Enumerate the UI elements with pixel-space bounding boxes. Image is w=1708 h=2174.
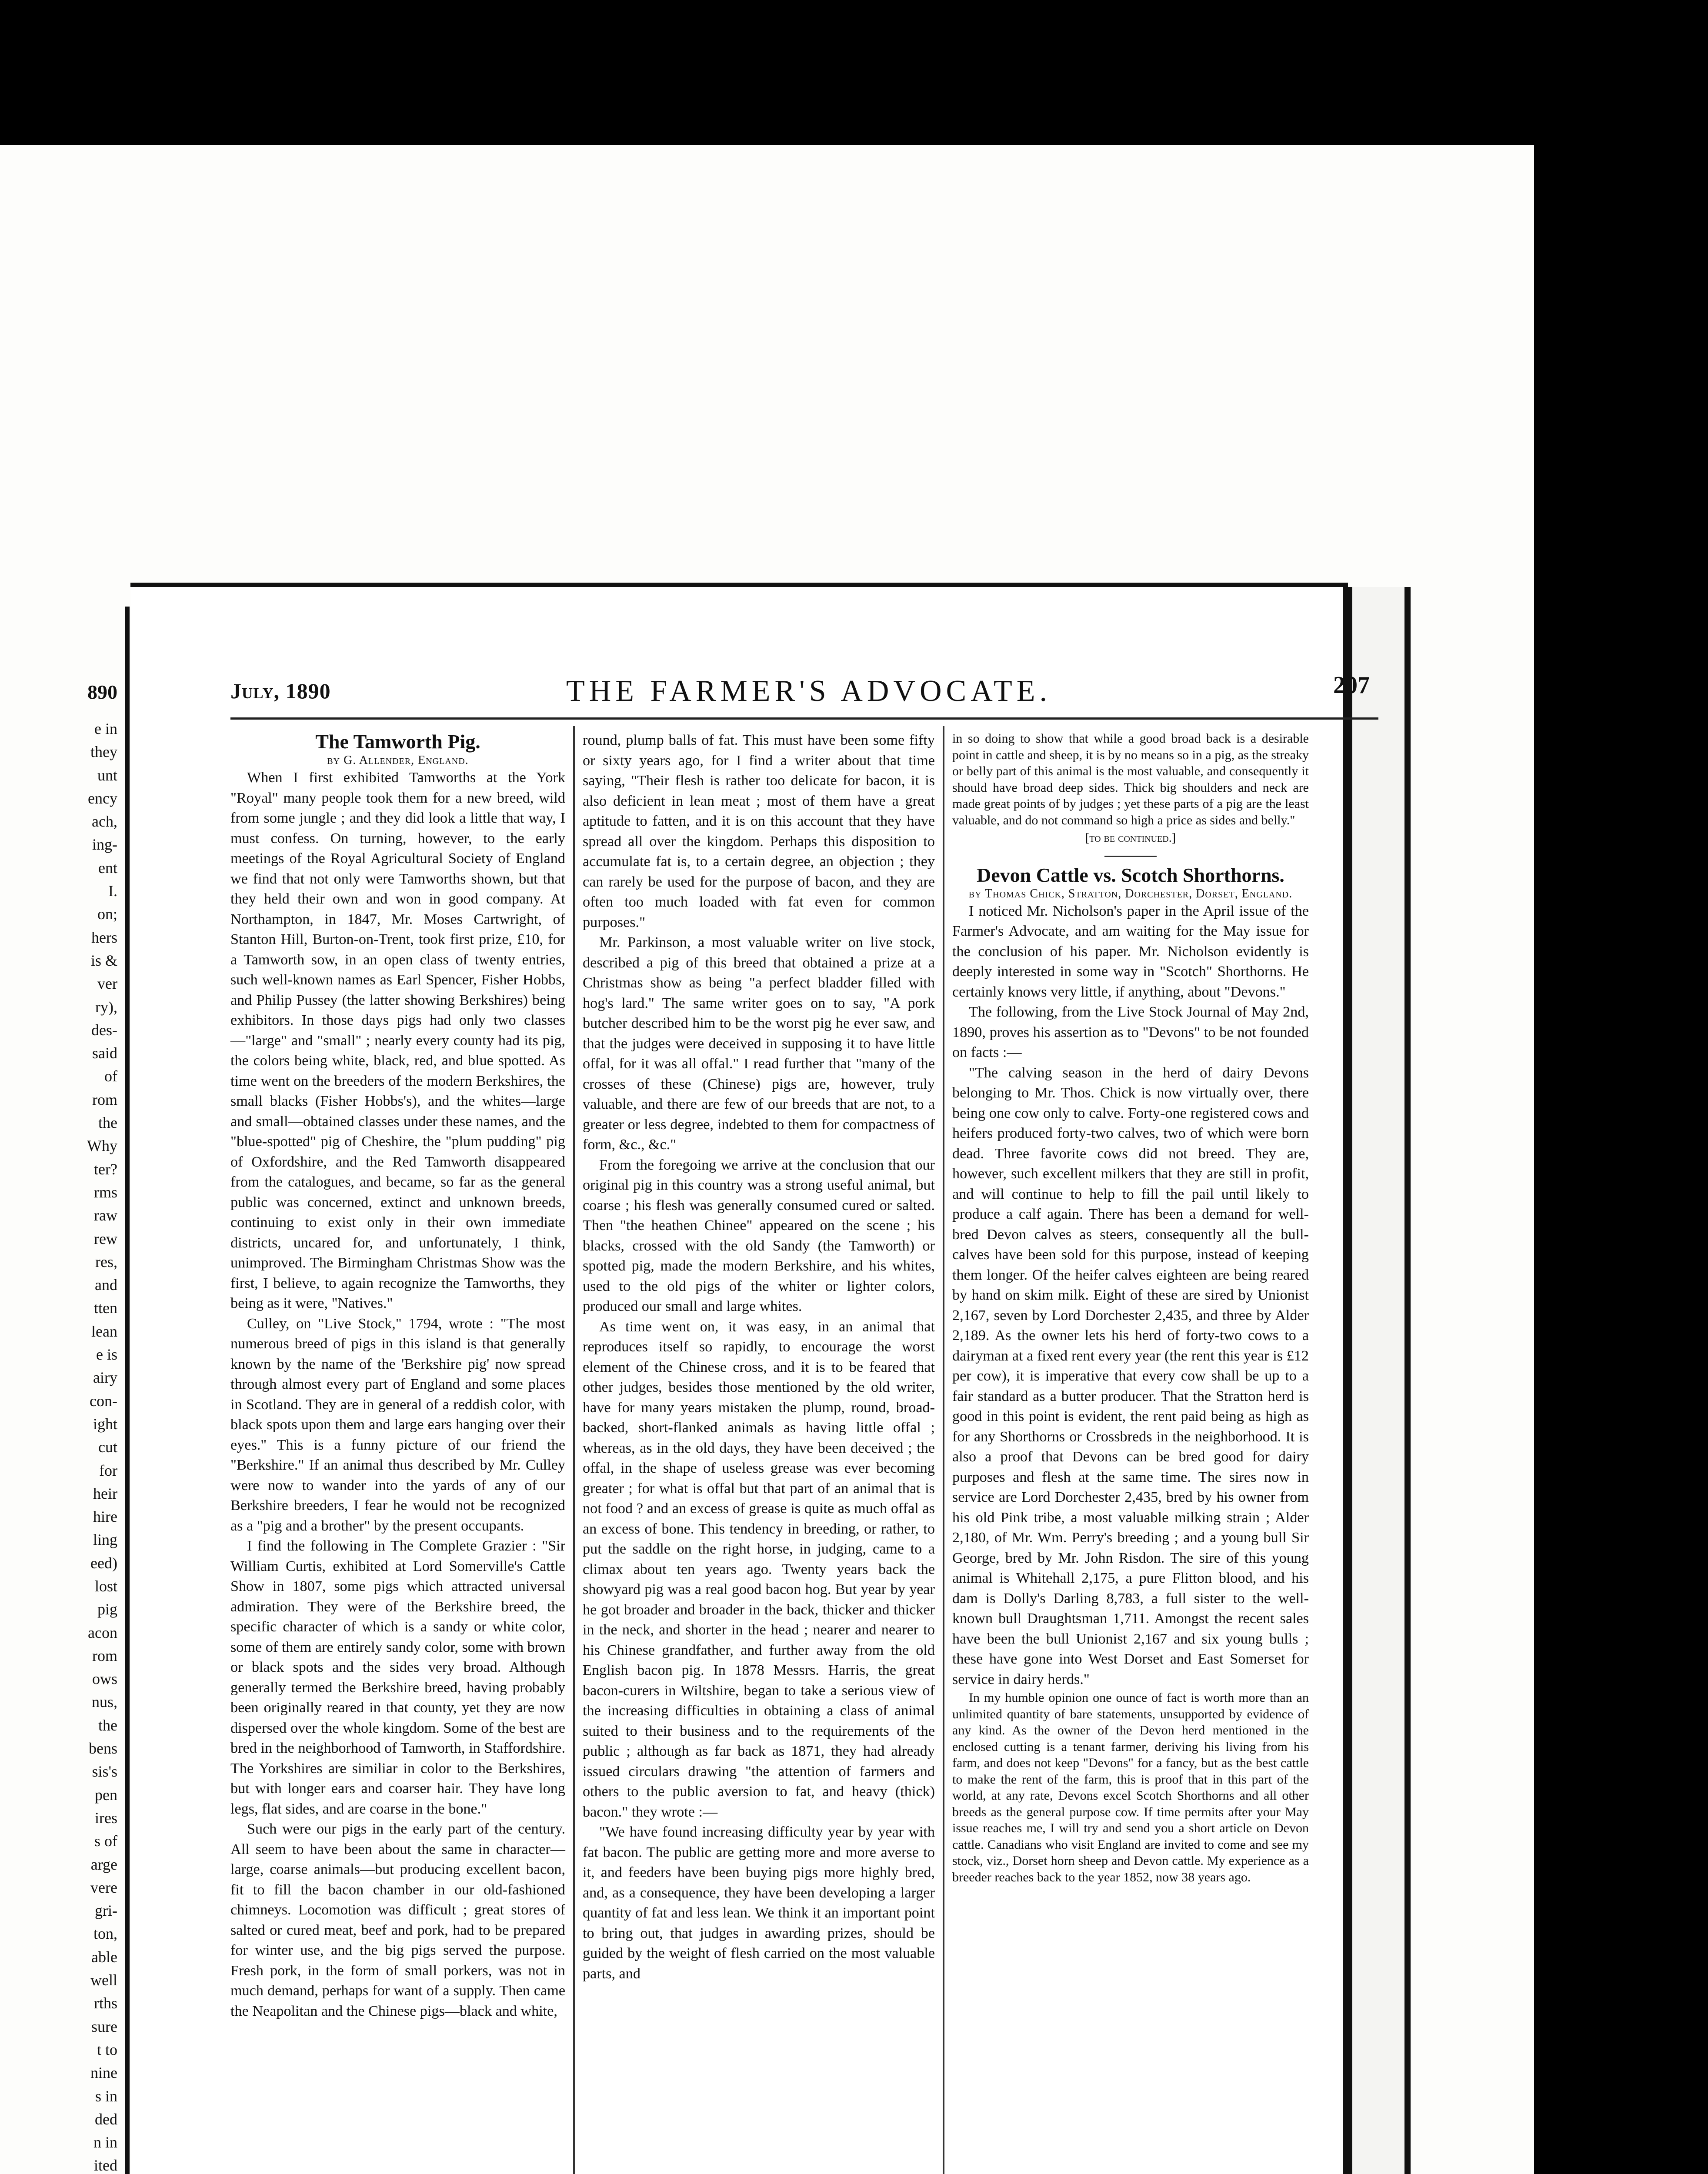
paragraph: "We have found increasing difficulty year by year with fat bacon. The public are getting more and more averse to it, and feeders have been buying pigs more highly bred, and, as a consequence, they have been developing a larger quantity of fat and less lean. We think it an important point to bring out, that judges in awarding prizes, should be guided by the weight of flesh carried on the most valuable parts, and: [583, 1824, 935, 1982]
continued-note: [to be continued.]: [1085, 831, 1176, 845]
masthead-title: THE FARMER'S ADVOCATE.: [566, 674, 1052, 708]
article-byline: by Thomas Chick, Stratton, Dorchester, Dorset, England.: [968, 887, 1293, 900]
page-number: 207: [1333, 672, 1370, 699]
paragraph: In my humble opinion one ounce of fact is worth more than an unlimited quantity of bare statements, unsupported by evidence of any kind. As the owner of the Devon herd mentioned in the enclosed cutting is a tenant farmer, deriving his living from his farm, and does not keep "Devons" for a fancy, but as the best cattle to make the rent of the farm, this is proof that in this part of the world, at any rate, Devons excel Scotch Shorthorns and all other breeds as the general purpose cow. If time permits after your May issue reaches me, I will try and send you a short article on Devon cattle. Canadians who visit England are invited to come and see my stock, viz., Dorset horn sheep and Devon cattle. My experience as a breeder reaches back to the year 1852, now 38 years ago.: [952, 1691, 1309, 1884]
issue-date: July, 1890: [230, 679, 331, 703]
column-rule: [943, 726, 944, 2174]
paragraph: in so doing to show that while a good broad back is a desirable point in cattle and sheep, it is by no means so in a pig, as the streaky or belly part of this animal is the most valuable, and consequently it should have broad deep sides. Thick big shoulders and neck are made great points of by judges ; yet these parts of a pig are the least valuable, and do not command so high a price as sides and belly.": [952, 731, 1309, 827]
facing-page-fragment: [0, 587, 126, 2174]
column-1: [230, 730, 565, 2021]
article-title: The Tamworth Pig.: [315, 730, 480, 753]
column-rule: [573, 726, 575, 2174]
paragraph: The following, from the Live Stock Journal of May 2nd, 1890, proves his assertion as to "Devons" to be not founded on facts :—: [952, 1004, 1309, 1060]
paragraph: From the foregoing we arrive at the conclusion that our original pig in this country was a strong useful animal, but coarse ; his flesh was generally consumed cured or salted. Then "the heathen Chinee" appeared on the scene ; his blacks, crossed with the old Sandy (the Tamworth) or spotted pig, made the modern Berkshire, and his whites, used to the old pigs of the whiter or lighter colors, produced our small and large whites.: [583, 1157, 935, 1314]
facing-page-year: 890: [87, 681, 117, 703]
paragraph: "The calving season in the herd of dairy Devons belonging to Mr. Thos. Chick is now virtually over, there being one cow only to calve. Forty-one registered cows and heifers produced forty-two calves, two of which were born dead. Three favorite cows did not breed. They are, however, such excellent milkers that they are still in profit, and will continue to help to fill the pail until likely to produce a calf again. There has been a demand for well-bred Devon calves as steers, consequently all the bull-calves have been sold for this purpose, instead of keeping them longer. Of the heifer calves eighteen are being reared by hand on skim milk. Eight of these are sired by Unionist 2,167, seven by Lord Dorchester 2,435, and three by Alder 2,189. As the owner lets his herd of forty-two cows to a dairyman at a fixed rent every year (the rent this year is £12 per cow), it is imperative that every cow shall be up to a fair standard as a butter producer. That the Stratton herd is good in this point is evident, the rent paid being as high as for any Shorthorns or Crossbreds in the neighborhood. It is also a proof that Devons can be bred good for dairy purposes and flesh at the same time. The sires now in service are Lord Dorchester 2,435, bred by his owner from his old Pink tribe, a most valuable milking strain ; Alder 2,180, of Mr. Wm. Perry's breeding ; and a young bull Sir George, bred by Mr. John Risdon. The sire of this young animal is Whitehall 2,175, a pure Flitton blood, and his dam is Dolly's Darling 8,783, a full sister to the well-known bull Draughtsman 1,711. Amongst the recent sales have been the bull Unionist 2,167 and six young bulls ; these have gone into West Dorset and East Somerset for service in dairy herds.": [952, 1064, 1309, 1687]
paragraph: I noticed Mr. Nicholson's paper in the April issue of the Farmer's Advocate, and am waiting for the May issue for the conclusion of his paper. Mr. Nicholson evidently is deeply interested in some way in "Scotch" Shorthorns. He certainly knows very little, if anything, about "Devons.": [952, 903, 1309, 1000]
paragraph: When I first exhibited Tamworths at the York "Royal" many people took them for a new breed, wild from some jungle ; and they did look a little that way, I must confess. On turning, however, to the early meetings of the Royal Agricultural Society of England we find that not only were Tamworths shown, but that they held their own and won in good company. At Northampton, in 1847, Mr. Moses Cartwright, of Stanton Hill, Burton-on-Trent, took first prize, £10, for a Tamworth sow, in an open class of twenty entries, such well-known names as Earl Spencer, Fisher Hobbs, and Philip Pussey (the latter showing Berkshires) being exhibitors. In those days pigs had only two classes—"large" and "small" ; nearly every county had its pig, the colors being white, black, red, and blue spotted. As time went on the breeders of the modern Berkshires, the small blacks (Fisher Hobbs's), and the whites—large and small—obtained classes under these names, and the "blue-spotted" pig of Cheshire, the "plum pudding" pig of Oxfordshire, and the Red Tamworth disappeared from the catalogues, and became, so far as the general public was concerned, extinct and unknown breeds, continuing to exist only in their own immediate districts, uncared for, and unfortunately, I think, unimproved. The Birmingham Christmas Show was the first, I believe, to again recognize the Tamworths, they being as it were, "Natives.": [230, 770, 565, 1311]
header-rule: [230, 717, 1378, 720]
paragraph: Such were our pigs in the early part of the century. All seem to have been about the same in character—large, coarse animals—but producing excellent bacon, fit to fill the bacon chamber in our old-fashioned chimneys. Locomotion was difficult ; great stores of salted or cured meat, beef and pork, had to be prepared for winter use, and the big pigs served the purpose. Fresh pork, in the form of small porkers, was not in much demand, perhaps for want of a supply. Then came the Neapolitan and the Chinese pigs—black and white,: [230, 1821, 565, 2019]
page-edges: [1348, 587, 1411, 2174]
facing-page-text: e in they unt ency ach, ing- ent I. on; hers is & ver ry), des- said of rom the Why ter? rms raw rew res, and tten lean e is airy con- ight cut for heir hire ling eed) lost pig acon rom ows nus, the bens sis's pen ires s of arge vere gri- ton, able well rths sure t to nine s in ded n in ited: [87, 720, 117, 2174]
newspaper-page: [130, 583, 1370, 2174]
paragraph: As time went on, it was easy, in an animal that reproduces itself so rapidly, to encourage the worst element of the Chinese cross, and it is to be feared that other judges, besides those mentioned by the old writer, have for many years mistaken the plump, round, broad-backed, short-flanked animals as having little offal ; whereas, as in the old days, they have been deceived ; the offal, in the shape of useless grease was ever becoming greater ; for what is offal but that part of an animal that is not food ? and an excess of grease is quite as much offal as an excess of bone. This tendency in breeding, or rather, to put the saddle on the right horse, in judging, came to a climax about ten years ago. Twenty years back the showyard pig was a real good bacon hog. But year by year he got broader and broader in the back, thicker and thicker in the neck, and shorter in the head ; nearer and nearer to his Chinese grandfather, and further away from the old English bacon pig. In 1878 Messrs. Harris, the great bacon-curers in Wiltshire, began to take a serious view of the increasing difficulties in obtaining a class of animal suited to their business and to the requirements of the public ; although as far back as 1871, they had already issued circulars drawing "the attention of farmers and others to the public aversion to fat, and heavy (thick) bacon." they wrote :—: [583, 1318, 935, 1820]
paragraph: round, plump balls of fat. This must have been some fifty or sixty years ago, for I find a writer about that time saying, "Their flesh is rather too delicate for bacon, it is also deficient in lean meat ; most of them have a great aptitude to fatten, and it is on this account that they have spread all over the kingdom. Perhaps this disposition to accumulate fat is, to a certain degree, an objection ; they can rarely be used for the purpose of bacon, and they are often too much loaded with fat even for common purposes.": [583, 732, 935, 930]
paragraph: I find the following in The Complete Grazier : "Sir William Curtis, exhibited at Lord Somerville's Cattle Show in 1807, some pigs which attracted universal admiration. They were of the Berkshire breed, the specific character of which is a sandy or white color, some of them are entirely sandy color, some with brown or black spots and the sides very broad. Although generally termed the Berkshire breed, having probably been originally reared in that county, yet they are now dispersed over the whole kingdom. Some of the best are bred in the neighborhood of Tamworth, in Staffordshire. The Yorkshires are similiar in color to the Berkshires, but with longer ears and coarser hair. They have long legs, flat sides, and are coarse in the bone.": [230, 1538, 565, 1817]
gutter-rule: [125, 607, 130, 2174]
article-title: Devon Cattle vs. Scotch Shorthorns.: [977, 864, 1284, 886]
paragraph: Mr. Parkinson, a most valuable writer on live stock, described a pig of this breed that obtained a prize at a Christmas show as being "a perfect bladder filled with hog's lard." The same writer goes on to say, "A pork butcher described him to be the worst pig he ever saw, and that the judges were deceived in supposing it to have little offal, for it was all offal." I read further that "many of the crosses of these (Chinese) pigs are, however, truly valuable, and there are few of our breeds that are not, to a greater or less degree, indebted to them for compactness of form, &c., &c.": [583, 934, 935, 1153]
column-3: [952, 730, 1309, 1885]
section-separator: [1104, 856, 1157, 857]
page-header: [230, 674, 1387, 713]
paragraph: Culley, on "Live Stock," 1794, wrote : "The most numerous breed of pigs in this island is that generally known by the name of the 'Berkshire pig' now spread through almost every part of England and some places in Scotland. They are in general of a reddish color, with black spots upon them and large ears hanging over their eyes." This is a funny picture of our friend the "Berkshire." If an animal thus described by Mr. Culley were now to wander into the yards of any of our Berkshire breeders, I fear he would not be recognized as a "pig and a brother" by the present occupants.: [230, 1315, 565, 1534]
article-byline: by G. Allender, England.: [327, 754, 469, 767]
column-2: [583, 730, 935, 1984]
